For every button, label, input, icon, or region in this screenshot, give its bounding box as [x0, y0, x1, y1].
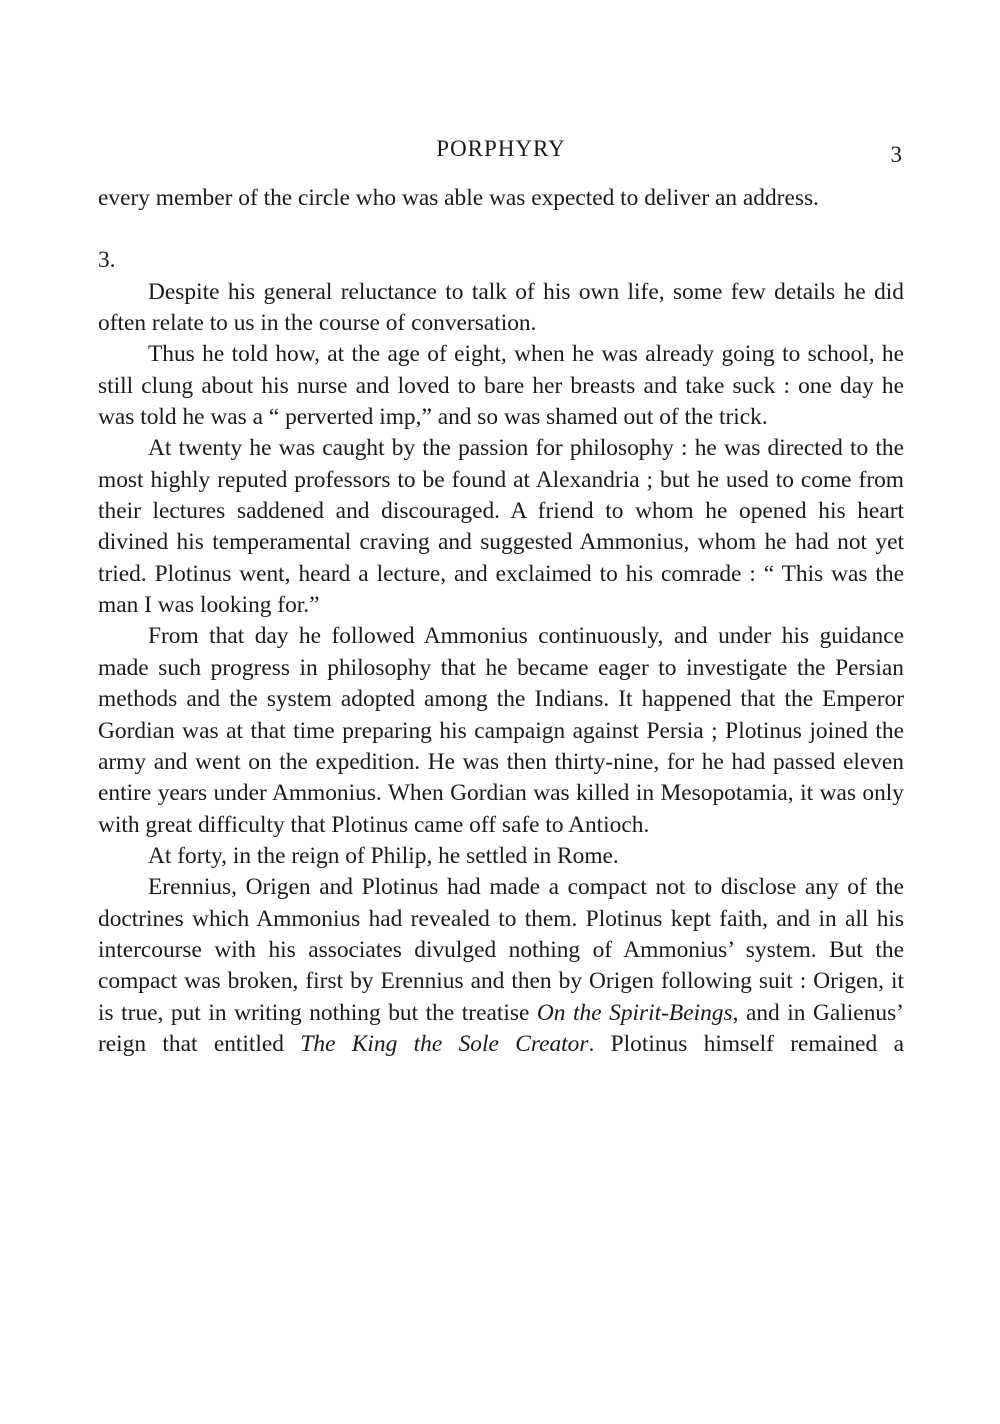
paragraph-text: Erennius, Origen and Plotinus had made a compact not to disclose any of the doctrines which Ammonius had revealed to them. Plotinus kept faith, and in all his intercourse with his associates divulged nothing of Ammonius’ system. But the compact was broken, first by Erennius and then by Origen following suit : Origen, it is true, put in writing nothing but the treatise	[98, 874, 904, 1026]
paragraph-continued: every member of the circle who was able was expected to deliver an address.	[98, 185, 819, 211]
paragraph: From that day he followed Ammonius continuously, and under his guidance made such progress in philosophy that he became eager to investigate the Persian methods and the system adopted among the Indians. It happened that the Emperor Gordian was at that time preparing his campaign against Persia ; Plotinus joined the army and went on the expedition. He was then thirty-nine, for he had passed eleven entire years under Ammonius. When Gordian was killed in Mesopotamia, it was only with great difficulty that Plotinus came off safe to Antioch.	[98, 623, 904, 838]
paragraph	[98, 872, 904, 1060]
paragraph: At twenty he was caught by the passion for philosophy : he was directed to the most highly reputed professors to be found at Alexandria ; but he used to come from their lectures saddened and discouraged. A friend to whom he opened his heart divined his temperamental craving and suggested Ammonius, whom he had not yet tried. Plotinus went, heard a lecture, and exclaimed to his comrade : “ This was the man I was looking for.”	[98, 435, 904, 619]
body-text	[98, 183, 904, 1060]
paragraph: Despite his general reluctance to talk of his own life, some few details he did often relate to us in the course of conversation.	[98, 278, 904, 337]
running-head	[98, 136, 904, 170]
paragraph-text: , and in Galienus’ reign that entitled	[98, 999, 904, 1057]
section-number: 3.	[98, 247, 116, 274]
running-title: PORPHYRY	[436, 136, 566, 161]
paragraph: Thus he told how, at the age of eight, when he was already going to school, he still clung about his nurse and loved to bare her breasts and take suck : one day he was told he was a “ perverted imp,” and so was shamed out of the trick.	[98, 341, 904, 431]
book-title: On the Spirit-Beings	[536, 999, 733, 1026]
paragraph-text: . Plotinus himself remained a	[588, 1030, 904, 1057]
book-title: The King the Sole Creator	[300, 1030, 589, 1057]
paragraph: At forty, in the reign of Philip, he settled in Rome.	[148, 842, 619, 869]
page-number: 3	[890, 142, 902, 167]
